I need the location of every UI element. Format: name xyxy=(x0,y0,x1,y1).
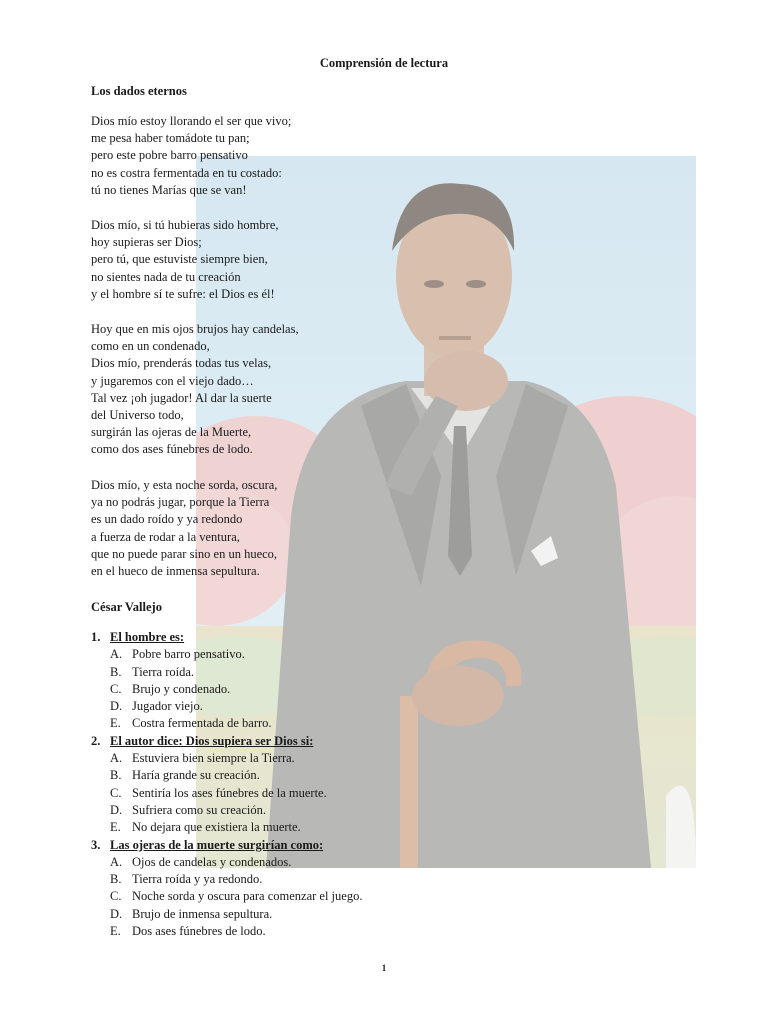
answer-option xyxy=(91,906,362,923)
poem-line: no es costra fermentada en tu costado: xyxy=(91,165,282,180)
poem-line: hoy supieras ser Dios; xyxy=(91,235,202,250)
poem-stanza-2 xyxy=(91,217,279,303)
answer-option xyxy=(91,664,362,681)
option-text: Noche sorda y oscura para comenzar el juego. xyxy=(132,889,363,904)
poem-line: Dios mío, prenderás todas tus velas, xyxy=(91,356,272,371)
answer-option xyxy=(91,767,362,784)
option-text: Brujo de inmensa sepultura. xyxy=(132,906,273,921)
option-text: Costra fermentada de barro. xyxy=(132,716,272,731)
option-letter: B. xyxy=(110,872,122,887)
question-list xyxy=(91,629,362,940)
poem-stanza-3 xyxy=(91,321,299,459)
poem-line: que no puede parar sino en un hueco, xyxy=(91,546,278,561)
poem-line: es un dado roído y ya redondo xyxy=(91,512,243,527)
option-text: No dejara que existiera la muerte. xyxy=(132,820,301,835)
poem-line: me pesa haber tomádote tu pan; xyxy=(91,131,250,146)
option-letter: A. xyxy=(110,647,123,662)
poem-line: surgirán las ojeras de la Muerte, xyxy=(91,425,252,440)
option-letter: C. xyxy=(110,889,122,904)
question-text: El hombre es: xyxy=(110,630,185,644)
poem-line: pero tú, que estuviste siempre bien, xyxy=(91,252,268,267)
document-title: Comprensión de lectura xyxy=(319,56,449,70)
poem-line: Tal vez ¡oh jugador! Al dar la suerte xyxy=(91,390,272,405)
option-letter: B. xyxy=(110,768,122,783)
poem-line: en el hueco de inmensa sepultura. xyxy=(91,564,260,579)
poem-line: pero este pobre barro pensativo xyxy=(91,148,248,163)
question-number: 2. xyxy=(91,733,101,748)
option-letter: C. xyxy=(110,785,122,800)
option-text: Ojos de candelas y condenados. xyxy=(132,854,292,869)
option-letter: D. xyxy=(110,802,123,817)
answer-option xyxy=(91,681,362,698)
option-letter: E. xyxy=(110,924,121,939)
page-number: 1 xyxy=(381,963,387,973)
answer-option xyxy=(91,888,362,905)
answer-option xyxy=(91,871,362,888)
option-letter: D. xyxy=(110,699,123,714)
option-text: Tierra roída y ya redondo. xyxy=(132,872,263,887)
poem-line: Dios mío, y esta noche sorda, oscura, xyxy=(91,478,278,492)
poem-line: ya no podrás jugar, porque la Tierra xyxy=(91,495,270,510)
option-text: Pobre barro pensativo. xyxy=(132,647,245,662)
poem-line: y jugaremos con el viejo dado… xyxy=(91,373,254,388)
poem-line: del Universo todo, xyxy=(91,408,184,423)
poem-line: a fuerza de rodar a la ventura, xyxy=(91,529,240,544)
question-1 xyxy=(91,629,362,733)
poem-line: Hoy que en mis ojos brujos hay candelas, xyxy=(91,322,299,336)
answer-option xyxy=(91,750,362,767)
answer-option xyxy=(91,715,362,732)
poem-stanza-4 xyxy=(91,477,277,580)
answer-option xyxy=(91,785,362,802)
option-letter: A. xyxy=(110,751,123,766)
answer-option xyxy=(91,802,362,819)
option-text: Brujo y condenado. xyxy=(132,681,231,696)
question-3 xyxy=(91,837,362,941)
poem-stanza-1 xyxy=(91,113,291,199)
poem-line: como dos ases fúnebres de lodo. xyxy=(91,442,253,457)
answer-option xyxy=(91,646,362,663)
option-letter: C. xyxy=(110,681,122,696)
option-text: Tierra roída. xyxy=(132,664,195,679)
option-text: Jugador viejo. xyxy=(132,699,203,714)
poem-line: no sientes nada de tu creación xyxy=(91,269,241,284)
poem-line: y el hombre sí te sufre: el Dios es él! xyxy=(91,286,275,301)
question-2 xyxy=(91,733,362,837)
answer-option xyxy=(91,819,362,836)
option-letter: E. xyxy=(110,820,121,835)
question-number: 3. xyxy=(91,837,101,852)
question-text: El autor dice: Dios supiera ser Dios si: xyxy=(110,733,314,748)
poem-title: Los dados eternos xyxy=(91,84,187,98)
option-letter: A. xyxy=(110,854,123,869)
poem-line: Dios mío estoy llorando el ser que vivo; xyxy=(91,114,292,128)
option-letter: E. xyxy=(110,716,121,731)
option-letter: B. xyxy=(110,664,122,679)
option-text: Sentiría los ases fúnebres de la muerte. xyxy=(132,785,327,800)
answer-option xyxy=(91,923,362,940)
question-text: Las ojeras de la muerte surgirían como: xyxy=(110,837,324,852)
option-text: Haría grande su creación. xyxy=(132,768,260,783)
poem-line: Dios mío, si tú hubieras sido hombre, xyxy=(91,218,279,232)
poem-author: César Vallejo xyxy=(91,600,162,614)
option-letter: D. xyxy=(110,906,123,921)
question-number: 1. xyxy=(91,630,101,644)
poem-line: como en un condenado, xyxy=(91,339,210,354)
answer-option xyxy=(91,854,362,871)
poem-line: tú no tienes Marías que se van! xyxy=(91,182,247,197)
answer-option xyxy=(91,698,362,715)
option-text: Dos ases fúnebres de lodo. xyxy=(132,924,266,939)
option-text: Sufriera como su creación. xyxy=(132,802,266,817)
option-text: Estuviera bien siempre la Tierra. xyxy=(132,751,295,766)
